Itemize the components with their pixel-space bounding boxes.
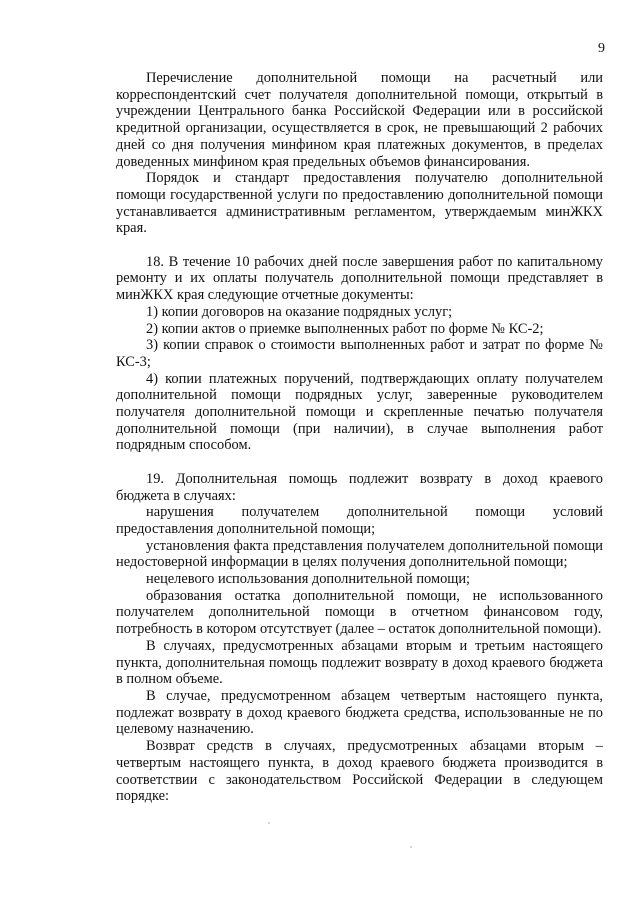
case-violation: нарушения получателем дополнительной помощи условий предоставления дополнительной помощи; [116, 504, 603, 537]
scan-speck [268, 822, 270, 824]
case-misuse: нецелевого использования дополнительной помощи; [146, 571, 471, 588]
case-false-information: установления факта представления получателем дополнительной помощи недостоверной информации в целях получения дополнительной помощи; [116, 537, 603, 571]
page-number: 9 [598, 41, 605, 56]
list-item-ks3-certificates: 3) копии справок о стоимости выполненных работ и затрат по форме № КС-3; [116, 337, 603, 370]
scan-speck [410, 846, 412, 848]
document-body [116, 70, 603, 805]
paragraph-service-standard: Порядок и стандарт предоставления получателю дополнительной помощи государственной услуги по предоставлению дополнительной помощи устанавливается административным регламентом, утверждаемым минЖКХ края. [116, 170, 603, 237]
paragraph-item-19: 19. Дополнительная помощь подлежит возврату в доход краевого бюджета в случаях: [116, 470, 603, 504]
list-item-contracts: 1) копии договоров на оказание подрядных услуг; [146, 303, 453, 320]
paragraph-full-return: В случаях, предусмотренных абзацами вторым и третьим настоящего пункта, дополнительная помощь подлежит возврату в доход краевого бюджета в полном объеме. [116, 637, 603, 688]
list-item-payment-orders: 4) копии платежных поручений, подтверждающих оплату получателем дополнительной помощи подрядных услуг, заверенные руководителем получателя дополнительной помощи и скрепленные печатью получателя дополнительной помощи (при наличии), в случае выполнения работ подрядным способом. [116, 370, 603, 454]
list-item-ks2-acts: 2) копии актов о приемке выполненных работ по форме № КС-2; [146, 320, 544, 337]
paragraph-transfer-terms: Перечисление дополнительной помощи на расчетный или корреспондентский счет получателя дополнительной помощи, открытый в учреждении Центрального банка Российской Федерации или в российской кредитной организации, осуществляется в срок, не превышающий 2 рабочих дней со дня получения минфином края платежных документов, в пределах доведенных минфином края предельных объемов финансирования. [116, 70, 603, 170]
case-remainder: образования остатка дополнительной помощи, не использованного получателем дополнительной помощи в отчетном финансовом году, потребность в котором отсутствует (далее – остаток дополнительной помощи). [116, 587, 603, 638]
paragraph-misused-return: В случае, предусмотренном абзацем четвертым настоящего пункта, подлежат возврату в доход краевого бюджета средства, использованные не по целевому назначению. [116, 687, 603, 738]
paragraph-return-procedure: Возврат средств в случаях, предусмотренных абзацами вторым – четвертым настоящего пункта, в доход краевого бюджета производится в соответствии с законодательством Российской Федерации в следующем порядке: [116, 738, 603, 805]
paragraph-item-18: 18. В течение 10 рабочих дней после завершения работ по капитальному ремонту и их оплаты получатель дополнительной помощи представляет в минЖКХ края следующие отчетные документы: [116, 253, 603, 304]
